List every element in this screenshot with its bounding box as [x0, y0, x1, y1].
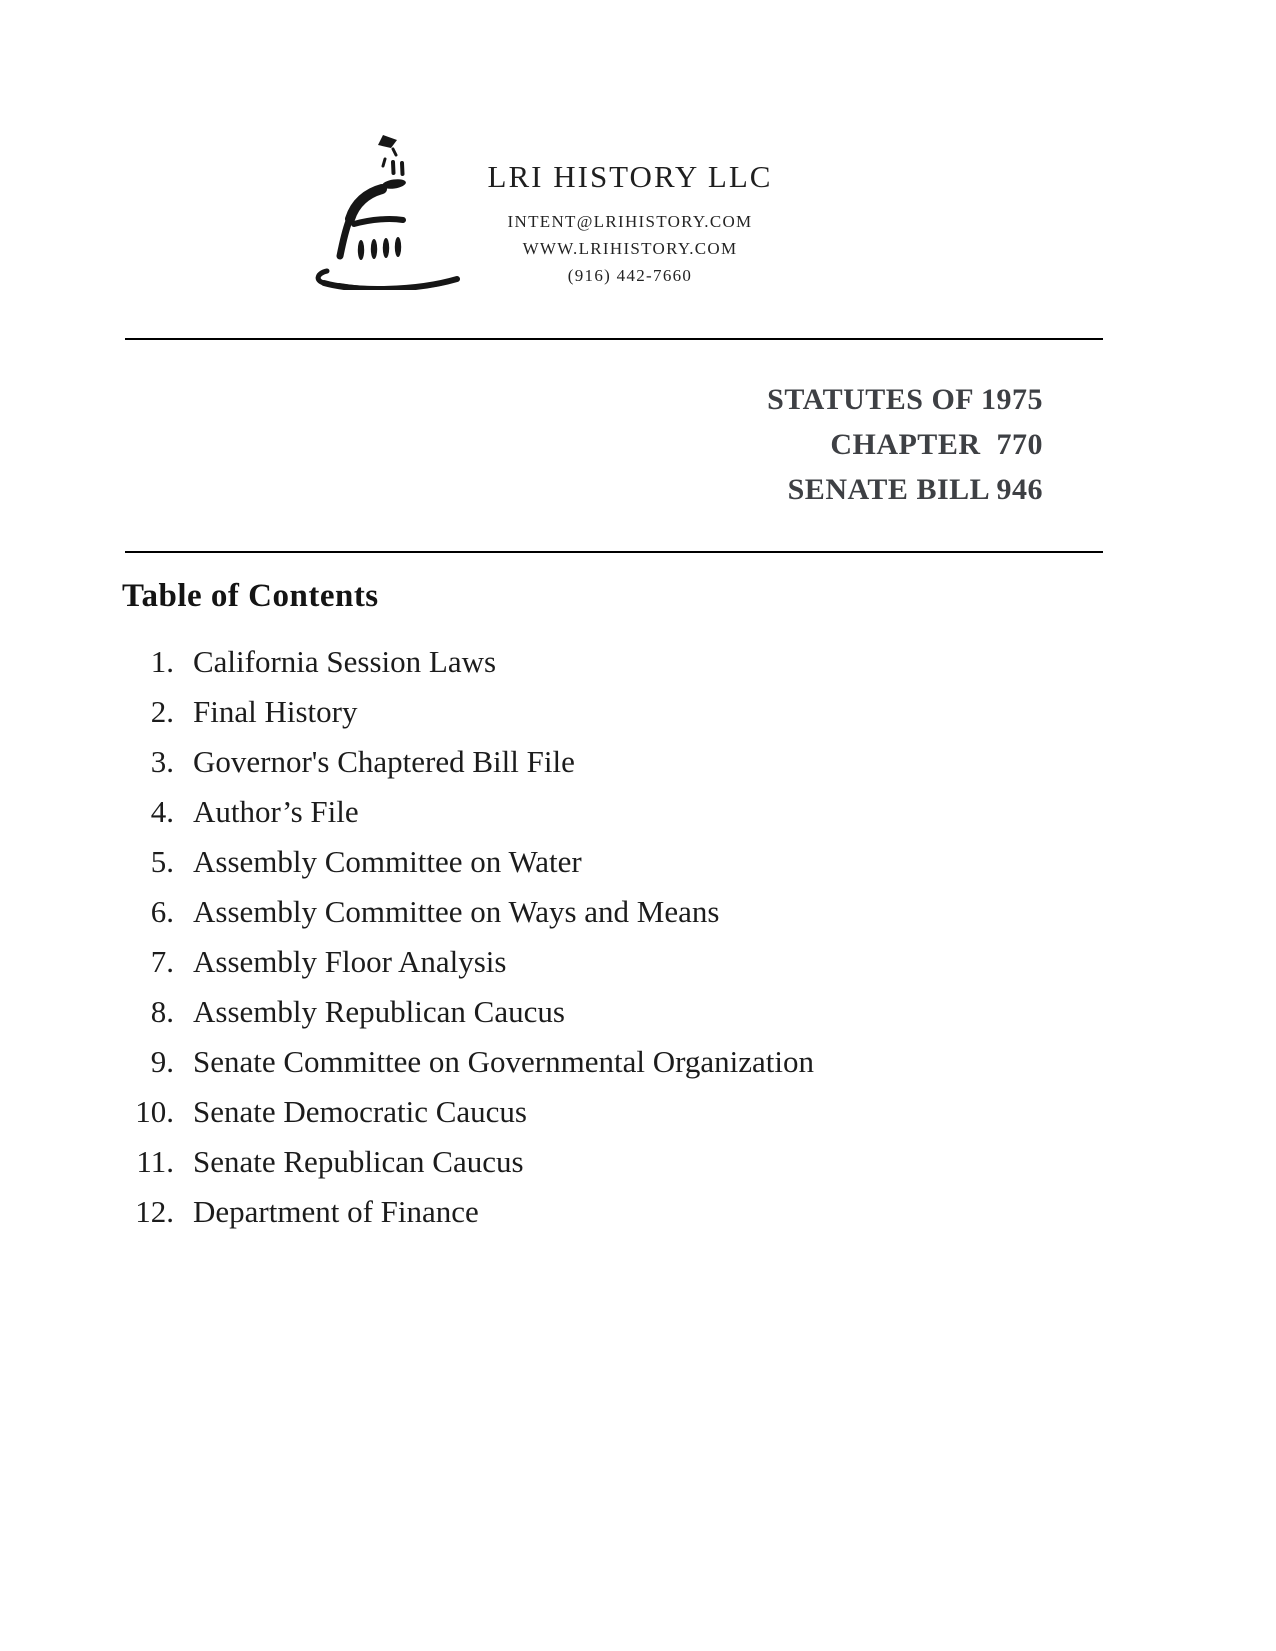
toc-item-number: 11. [136, 1144, 174, 1179]
company-name: LRI HISTORY LLC [487, 159, 773, 194]
statutes-year-line: STATUTES OF 1975 [767, 383, 1043, 416]
toc-item-number: 12. [135, 1194, 174, 1229]
horizontal-rule-bottom [125, 551, 1103, 553]
toc-item-label: Department of Finance [193, 1194, 479, 1229]
company-email: INTENT@LRIHISTORY.COM [507, 212, 753, 231]
toc-item [122, 1195, 814, 1229]
horizontal-rule-top [125, 338, 1103, 340]
toc-item [122, 945, 814, 979]
company-phone: (916) 442-7660 [567, 266, 693, 285]
toc-item [122, 1045, 814, 1079]
toc-item [122, 1095, 814, 1129]
toc-item [122, 645, 814, 679]
toc-item-number: 4. [150, 794, 174, 829]
toc-item-number: 2. [150, 694, 174, 729]
toc-item-label: Senate Republican Caucus [193, 1144, 524, 1179]
toc-item-number: 1. [150, 644, 174, 679]
toc-item-label: Assembly Floor Analysis [193, 944, 507, 979]
toc-item-label: Final History [193, 694, 358, 729]
toc-item-label: Assembly Republican Caucus [193, 994, 565, 1029]
toc-item-number: 3. [150, 744, 174, 779]
toc-item-number: 7. [150, 944, 174, 979]
senate-bill-line: SENATE BILL 946 [787, 473, 1043, 506]
toc-item-label: Governor's Chaptered Bill File [193, 744, 575, 779]
toc-item-label: Assembly Committee on Ways and Means [193, 894, 720, 929]
toc-item-label: Author’s File [193, 794, 359, 829]
toc-item-number: 6. [150, 894, 174, 929]
toc-item [122, 1145, 814, 1179]
toc-item [122, 895, 814, 929]
toc-list [122, 645, 814, 1245]
toc-item-number: 10. [135, 1094, 174, 1129]
letterhead [428, 158, 832, 289]
statute-title-block [767, 377, 1043, 512]
company-website: WWW.LRIHISTORY.COM [522, 239, 738, 258]
chapter-line: CHAPTER 770 [830, 428, 1043, 461]
toc-item-number: 8. [150, 994, 174, 1029]
toc-item-number: 5. [150, 844, 174, 879]
toc-item-label: California Session Laws [193, 644, 497, 679]
toc-item-label: Senate Democratic Caucus [193, 1094, 527, 1129]
toc-heading: Table of Contents [122, 578, 379, 614]
toc-item [122, 695, 814, 729]
toc-item [122, 995, 814, 1029]
toc-item-label: Assembly Committee on Water [193, 844, 582, 879]
toc-item [122, 745, 814, 779]
toc-item-label: Senate Committee on Governmental Organization [193, 1044, 814, 1079]
toc-item-number: 9. [150, 1044, 174, 1079]
toc-item [122, 845, 814, 879]
toc-item [122, 795, 814, 829]
